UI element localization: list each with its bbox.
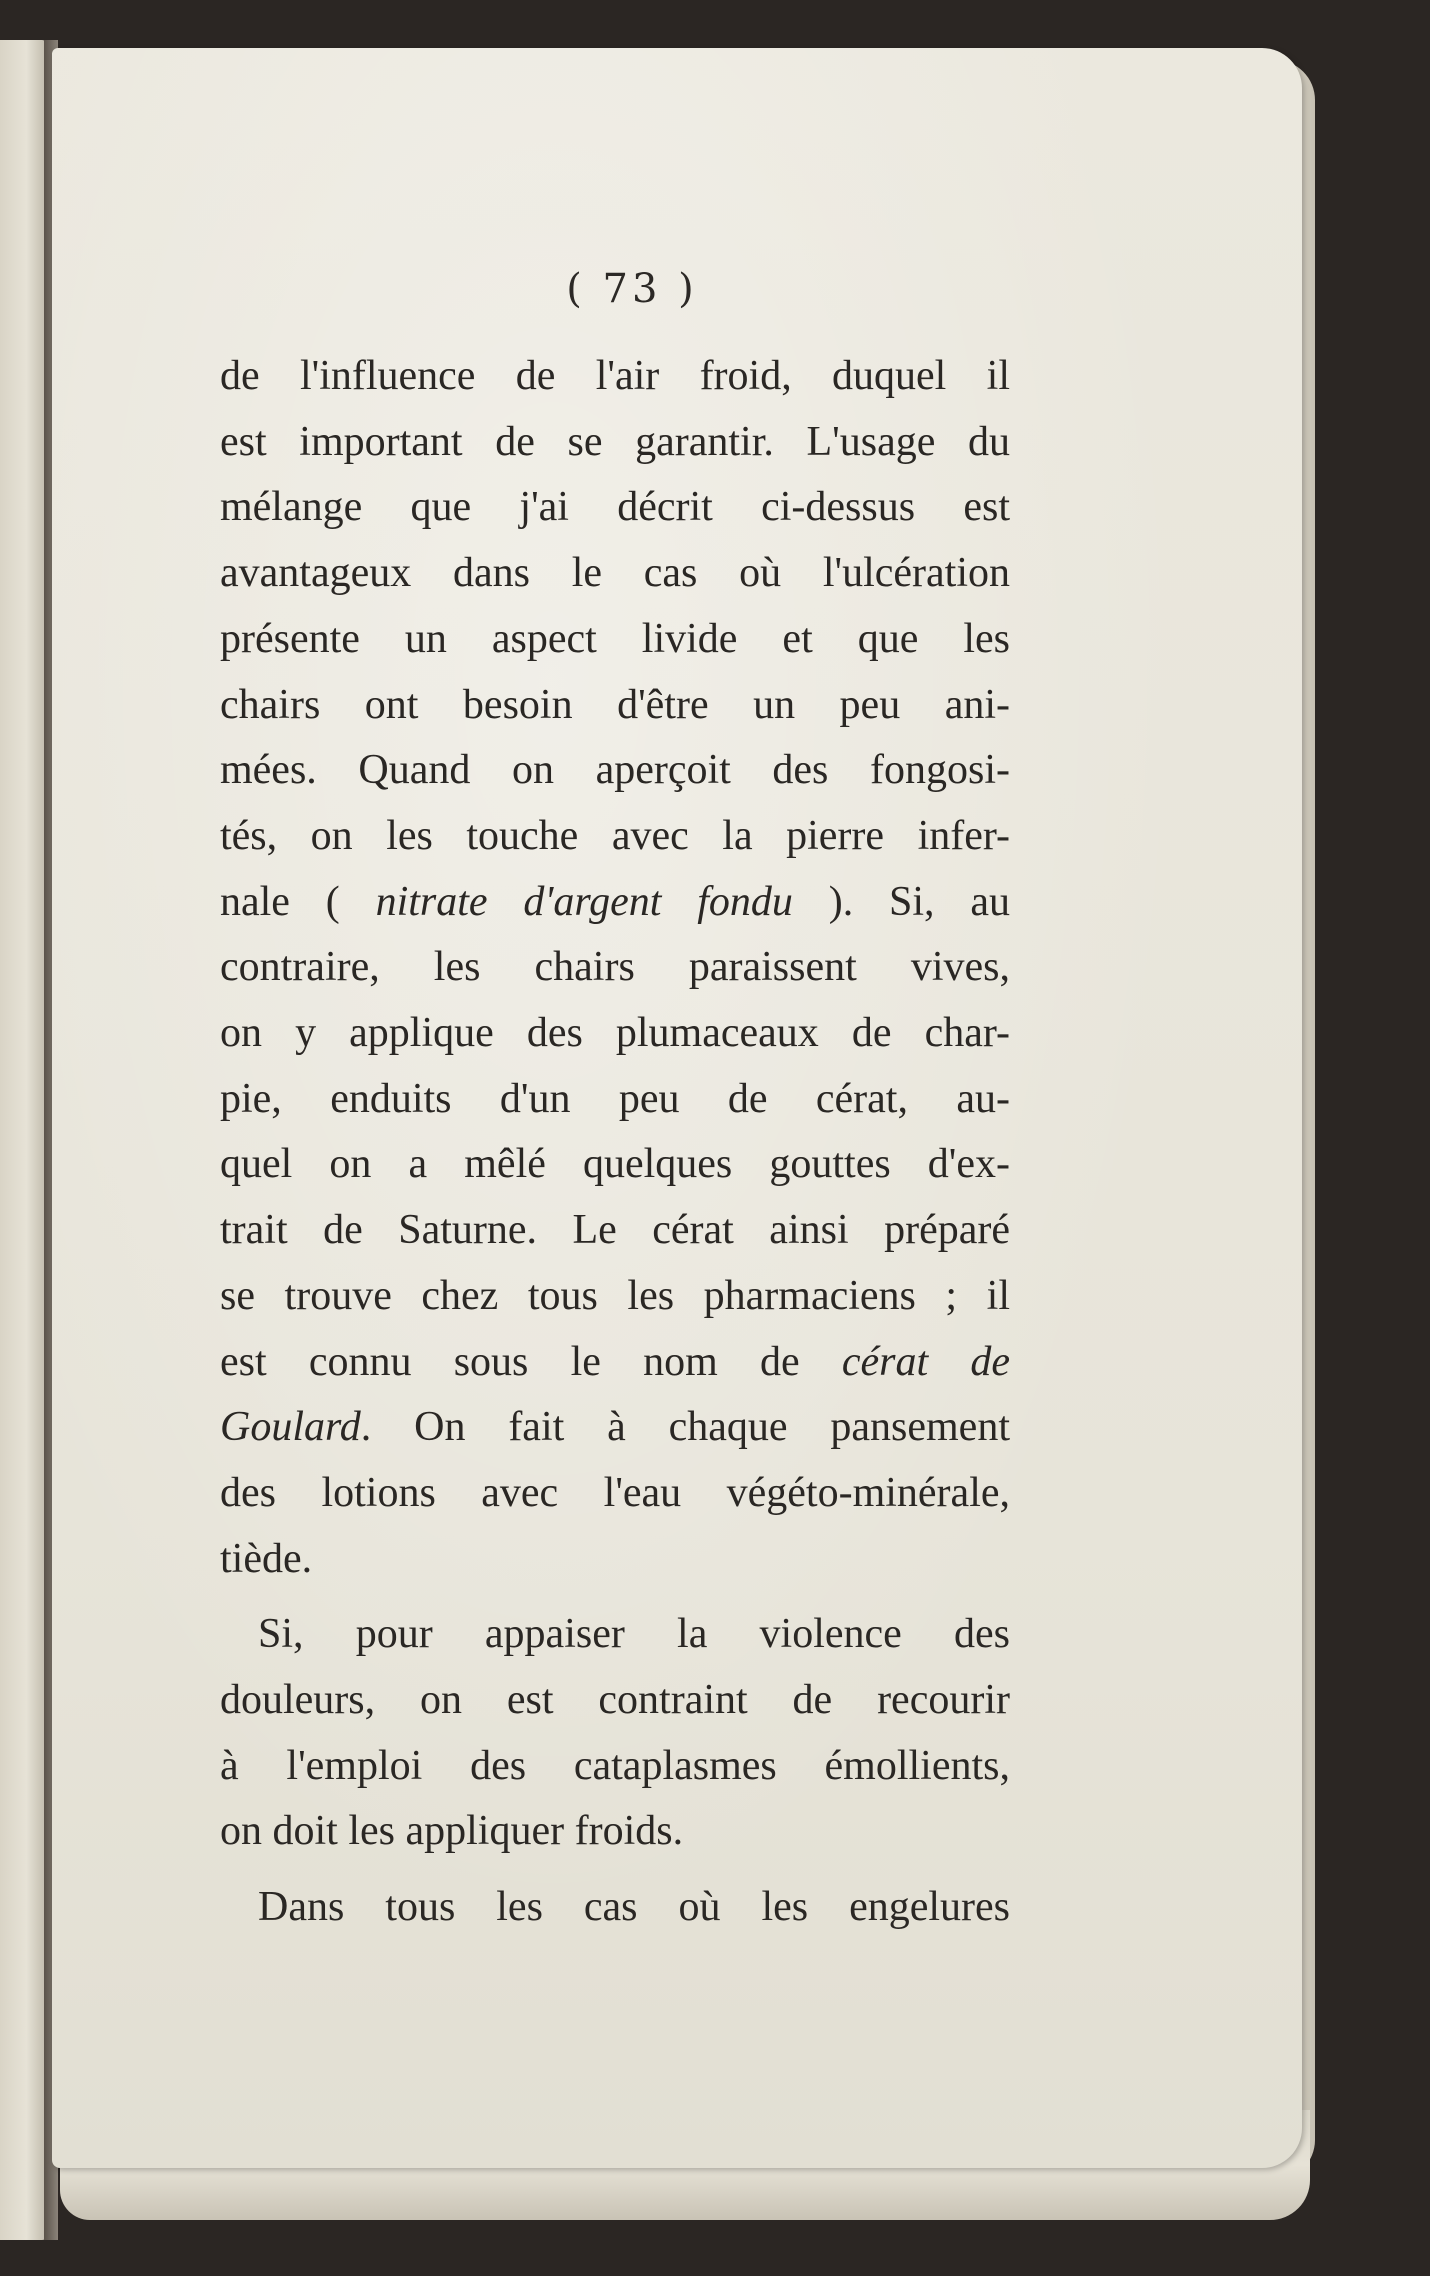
text-segment: présente un aspect livide et que les <box>220 615 1010 662</box>
paragraph <box>220 344 1010 1592</box>
text-segment: on y applique des plumaceaux de char- <box>220 1010 1010 1057</box>
text-line <box>220 1330 1010 1396</box>
italic-text: Goulard <box>220 1404 361 1451</box>
text-line <box>220 1198 1010 1264</box>
text-line <box>220 344 1010 410</box>
text-line <box>220 1527 1010 1593</box>
italic-text: cérat de <box>841 1338 1010 1385</box>
text-line <box>220 607 1010 673</box>
text-line <box>220 738 1010 804</box>
text-line <box>220 673 1010 739</box>
text-segment: douleurs, on est contraint de recourir <box>220 1677 1010 1724</box>
text-segment: mélange que j'ai décrit ci-dessus est <box>220 484 1010 531</box>
text-line <box>220 1461 1010 1527</box>
italic-text: nitrate d'argent fondu <box>375 878 793 925</box>
text-segment: de l'influence de l'air froid, duquel il <box>220 353 1010 399</box>
text-line <box>220 1132 1010 1198</box>
text-line <box>220 935 1010 1001</box>
text-segment: tiède. <box>220 1535 313 1582</box>
text-line <box>220 1799 1010 1865</box>
text-segment: trait de Saturne. Le cérat ainsi préparé <box>220 1207 1010 1254</box>
text-segment: à l'emploi des cataplasmes émollients, <box>220 1742 1010 1789</box>
text-line <box>220 541 1010 607</box>
text-line <box>220 1668 1010 1734</box>
text-line <box>220 1264 1010 1330</box>
text-segment: est connu sous le nom de <box>220 1338 842 1385</box>
text-segment: chairs ont besoin d'être un peu ani- <box>220 681 1010 728</box>
text-segment: quel on a mêlé quelques gouttes d'ex- <box>220 1141 1010 1188</box>
text-segment: . On fait à chaque pansement <box>360 1404 1010 1451</box>
text-line <box>220 1734 1010 1800</box>
body-text <box>220 344 1010 1941</box>
text-line <box>220 475 1010 541</box>
text-segment: pie, enduits d'un peu de cérat, au- <box>220 1075 1010 1122</box>
text-segment: se trouve chez tous les pharmaciens ; il <box>220 1272 1010 1319</box>
text-segment: est important de se garantir. L'usage du <box>220 418 1010 465</box>
text-line <box>220 1602 1010 1668</box>
text-segment: tés, on les touche avec la pierre infer- <box>220 812 1010 859</box>
left-facing-page-edge <box>0 40 48 2240</box>
text-segment: avantageux dans le cas où l'ulcération <box>220 550 1010 597</box>
text-line <box>220 870 1010 936</box>
paragraph <box>220 1875 1010 1941</box>
text-segment: des lotions avec l'eau végéto-minérale, <box>220 1469 1010 1516</box>
text-line <box>220 1875 1010 1941</box>
text-segment: contraire, les chairs paraissent vives, <box>220 944 1010 991</box>
page-number: ( 73 ) <box>566 266 698 312</box>
book-page <box>52 48 1302 2168</box>
text-segment: on doit les appliquer froids. <box>220 1808 684 1855</box>
text-segment: Si, pour appaiser la violence des <box>258 1611 1010 1658</box>
text-line <box>220 1395 1010 1461</box>
text-segment: mées. Quand on aperçoit des fongosi- <box>220 747 1010 794</box>
text-line <box>220 804 1010 870</box>
text-line <box>220 410 1010 476</box>
text-line <box>220 1067 1010 1133</box>
text-line <box>220 1001 1010 1067</box>
text-segment: ). Si, au <box>792 878 1010 925</box>
text-segment: nale ( <box>220 878 376 925</box>
paragraph <box>220 1602 1010 1865</box>
text-segment: Dans tous les cas où les engelures <box>258 1884 1010 1931</box>
